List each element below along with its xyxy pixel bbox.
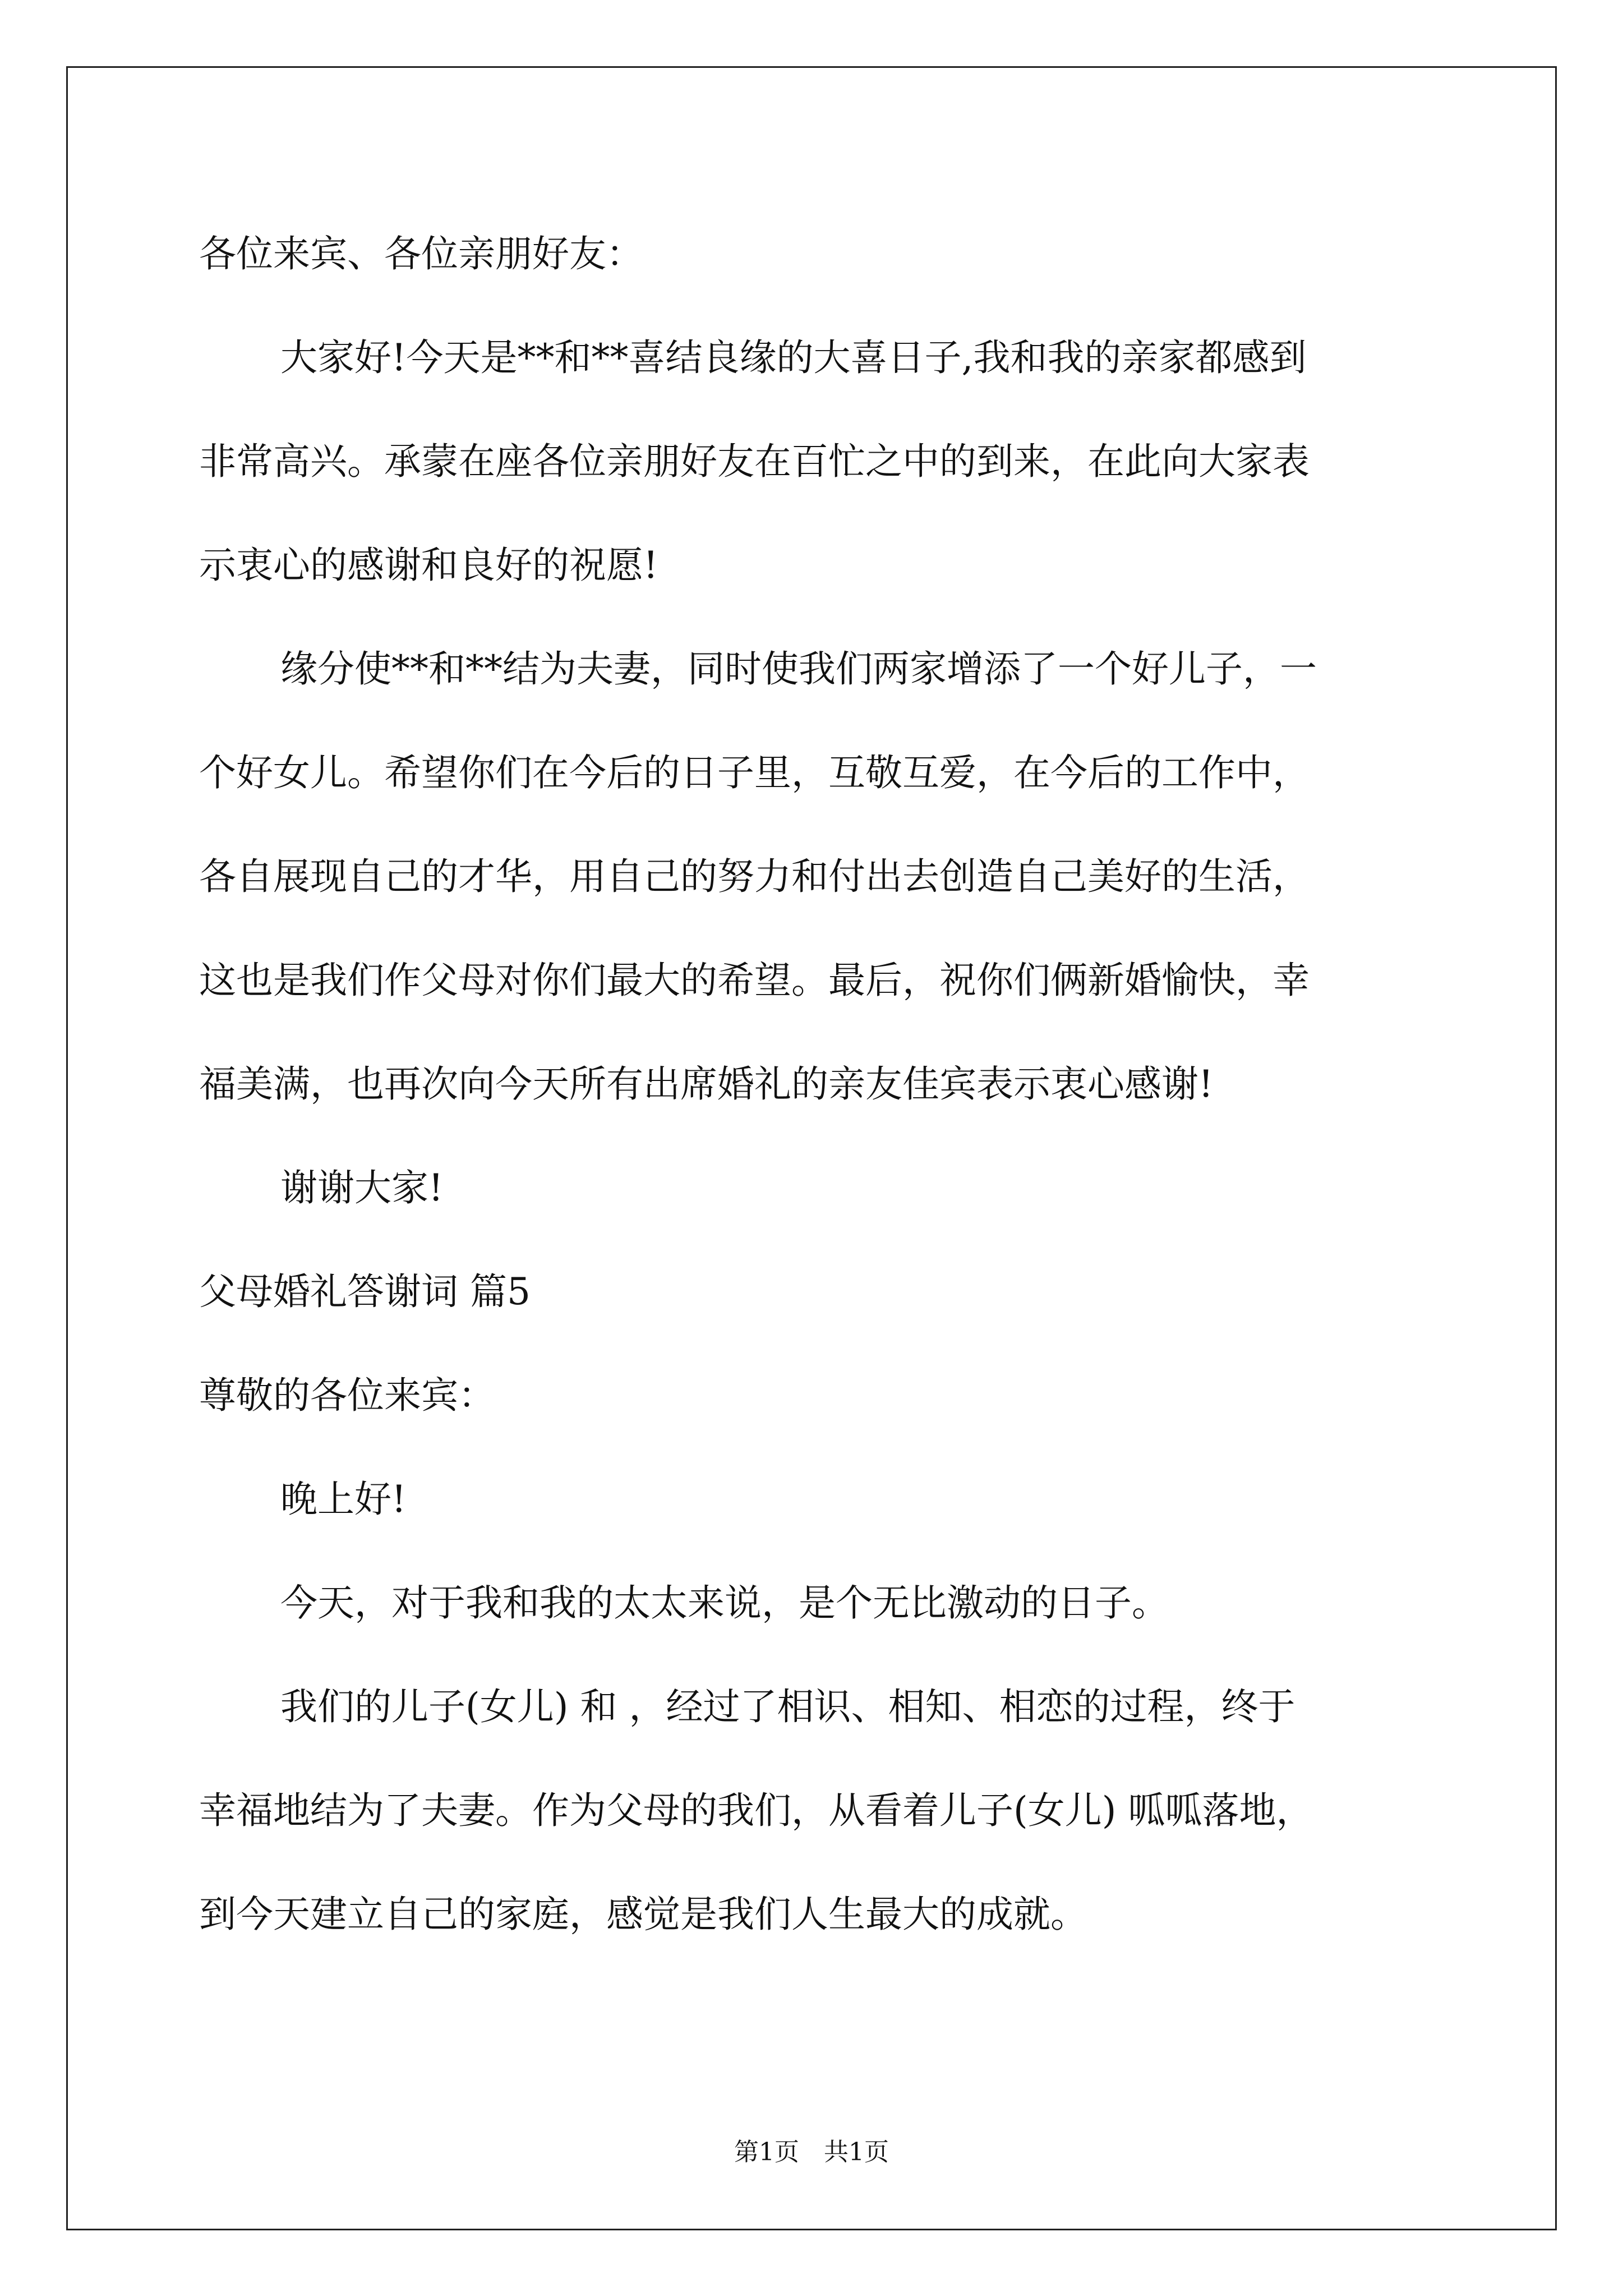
- salutation-line: 尊敬的各位来宾：: [199, 1374, 495, 1417]
- paragraph-line: 非常高兴。承蒙在座各位亲朋好友在百忙之中的到来，在此向大家表: [199, 440, 1310, 483]
- paragraph-line: 缘分使**和**结为夫妻，同时使我们两家增添了一个好儿子，一: [280, 647, 1317, 691]
- paragraph-line: 福美满，也再次向今天所有出席婚礼的亲友佳宾表示衷心感谢!: [199, 1062, 1214, 1106]
- paragraph-line: 大家好!今天是**和**喜结良缘的大喜日子,我和我的亲家都感到: [280, 336, 1307, 379]
- salutation-line: 各位来宾、各位亲朋好友：: [199, 232, 643, 275]
- paragraph-line: 今天，对于我和我的太太来说，是个无比激动的日子。: [280, 1581, 1169, 1625]
- paragraph-line: 示衷心的感谢和良好的祝愿!: [199, 544, 658, 587]
- closing-line: 谢谢大家!: [280, 1166, 444, 1209]
- section-heading: 父母婚礼答谢词 篇5: [199, 1270, 531, 1313]
- paragraph-line: 到今天建立自己的家庭，感觉是我们人生最大的成就。: [199, 1893, 1087, 1936]
- paragraph-line: 各自展现自己的才华，用自己的努力和付出去创造自己美好的生活，: [199, 855, 1310, 898]
- paragraph-line: 个好女儿。希望你们在今后的日子里，互敬互爱，在今后的工作中，: [199, 751, 1310, 794]
- page-footer: 第1页 共1页: [734, 2138, 889, 2166]
- greeting-line: 晚上好!: [280, 1478, 407, 1521]
- paragraph-line: 幸福地结为了夫妻。作为父母的我们，从看着儿子(女儿) 呱呱落地，: [199, 1789, 1313, 1832]
- paragraph-line: 这也是我们作父母对你们最大的希望。最后，祝你们俩新婚愉快，幸: [199, 959, 1310, 1002]
- paragraph-line: 我们的儿子(女儿) 和 ，经过了相识、相知、相恋的过程，终于: [280, 1685, 1295, 1728]
